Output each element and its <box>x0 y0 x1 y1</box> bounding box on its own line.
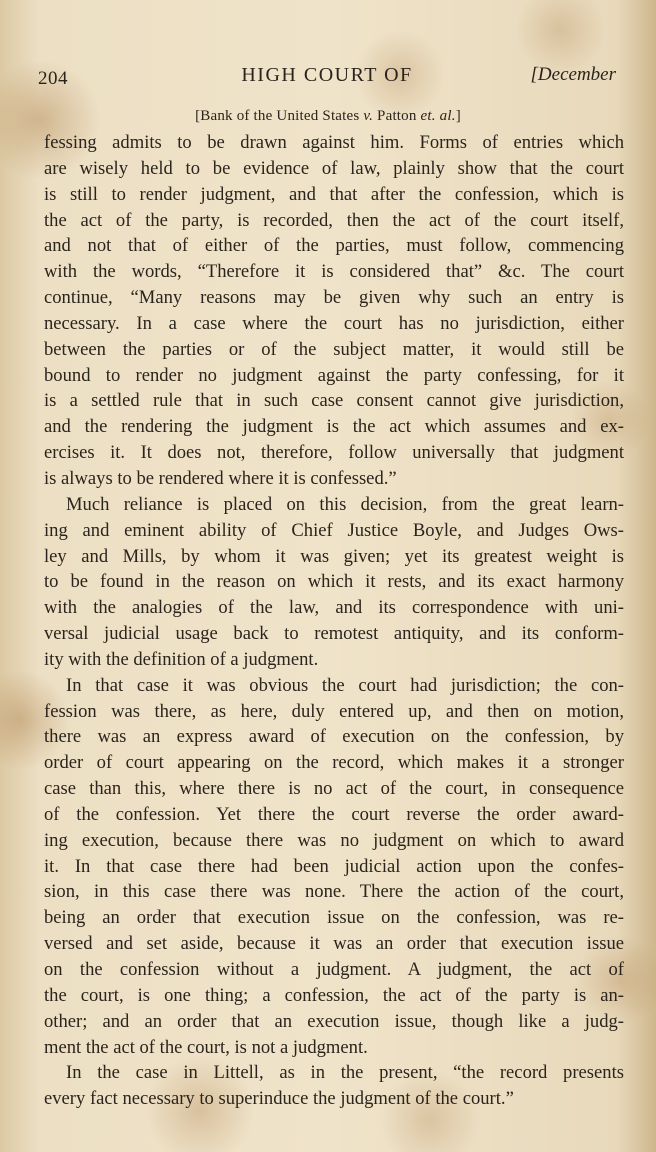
text-line: is always to be rendered where it is confessed.” <box>44 467 397 489</box>
text-line: Much reliance is placed on this decision, from the great learn- <box>66 493 624 515</box>
text-line: and not that of either of the parties, must follow, commencing <box>44 235 624 257</box>
caption-prefix: [Bank of the United States <box>195 108 364 124</box>
text-line: fession was there, as here, duly entered up, and then on motion, <box>44 700 624 722</box>
text-line: the act of the party, is recorded, then the act of the court itself, <box>44 209 624 231</box>
text-line: necessary. In a case where the court has no jurisdiction, either <box>44 312 624 334</box>
text-line: on the confession without a judgment. A judgment, the act of <box>44 959 624 980</box>
text-line: order of court appearing on the record, which makes it a stronger <box>44 752 624 774</box>
text-line: sion, in this case there was none. There the action of the court, <box>44 881 624 903</box>
running-header <box>38 62 616 92</box>
text-line: are wisely held to be evidence of law, plainly show that the court <box>44 157 624 179</box>
text-line: between the parties or of the subject matter, it would still be <box>44 338 624 360</box>
text-line: being an order that execution issue on the confession, was re- <box>44 907 624 929</box>
text-line: versed and set aside, because it was an order that execution issue <box>44 933 624 955</box>
text-line: ing and eminent ability of Chief Justice Boyle, and Judges Ows- <box>44 519 624 541</box>
text-line: ing execution, because there was no judgment on which to award <box>44 829 624 851</box>
text-line: with the analogies of the law, and its correspondence with uni- <box>44 597 624 619</box>
text-line: ley and Mills, by whom it was given; yet its greatest weight is <box>44 545 624 567</box>
case-caption <box>0 108 656 125</box>
text-line: every fact necessary to superinduce the judgment of the court.” <box>44 1088 514 1110</box>
text-line: bound to render no judgment against the party confessing, for it <box>44 364 624 386</box>
paragraph <box>44 673 624 1061</box>
running-month: [December <box>530 64 616 85</box>
paragraph <box>44 1060 624 1112</box>
text-line: In that case it was obvious the court had jurisdiction; the con- <box>66 674 624 696</box>
text-line: to be found in the reason on which it rests, and its exact harmony <box>44 571 624 593</box>
page-number: 204 <box>38 68 68 89</box>
running-title: HIGH COURT OF <box>241 64 413 86</box>
text-line: fessing admits to be drawn against him. Forms of entries which <box>44 132 624 153</box>
text-line: the court, is one thing; a confession, the act of the party is an- <box>44 984 624 1006</box>
text-line: other; and an order that an execution issue, though like a judg- <box>44 1010 624 1032</box>
text-line: case than this, where there is no act of the court, in consequence <box>44 778 624 800</box>
text-line: In the case in Littell, as in the present, “the record presents <box>66 1062 624 1084</box>
paragraph <box>44 130 624 492</box>
caption-suffix: ] <box>455 108 461 124</box>
text-line: of the confession. Yet there the court reverse the order award- <box>44 803 624 825</box>
caption-versus: v. <box>363 108 374 124</box>
text-line: and the rendering the judgment is the act which assumes and ex- <box>44 416 624 438</box>
body-text <box>44 130 624 1112</box>
text-line: ity with the definition of a judgment. <box>44 648 319 670</box>
text-line: there was an express award of execution on the confession, by <box>44 726 624 748</box>
text-line: it. In that case there had been judicial action upon the confes- <box>44 855 624 877</box>
caption-etal: et. al. <box>420 108 456 124</box>
text-line: is a settled rule that in such case consent cannot give jurisdiction, <box>44 390 624 412</box>
text-line: ercises it. It does not, therefore, follow universally that judgment <box>44 442 624 464</box>
text-line: with the words, “Therefore it is considered that” &c. The court <box>44 261 624 283</box>
caption-middle: Patton <box>373 108 421 124</box>
paragraph <box>44 492 624 673</box>
text-line: continue, “Many reasons may be given why such an entry is <box>44 287 624 309</box>
text-line: versal judicial usage back to remotest antiquity, and its conform- <box>44 623 624 645</box>
text-line: is still to render judgment, and that after the confession, which is <box>44 183 624 205</box>
text-line: ment the act of the court, is not a judgment. <box>44 1036 368 1058</box>
